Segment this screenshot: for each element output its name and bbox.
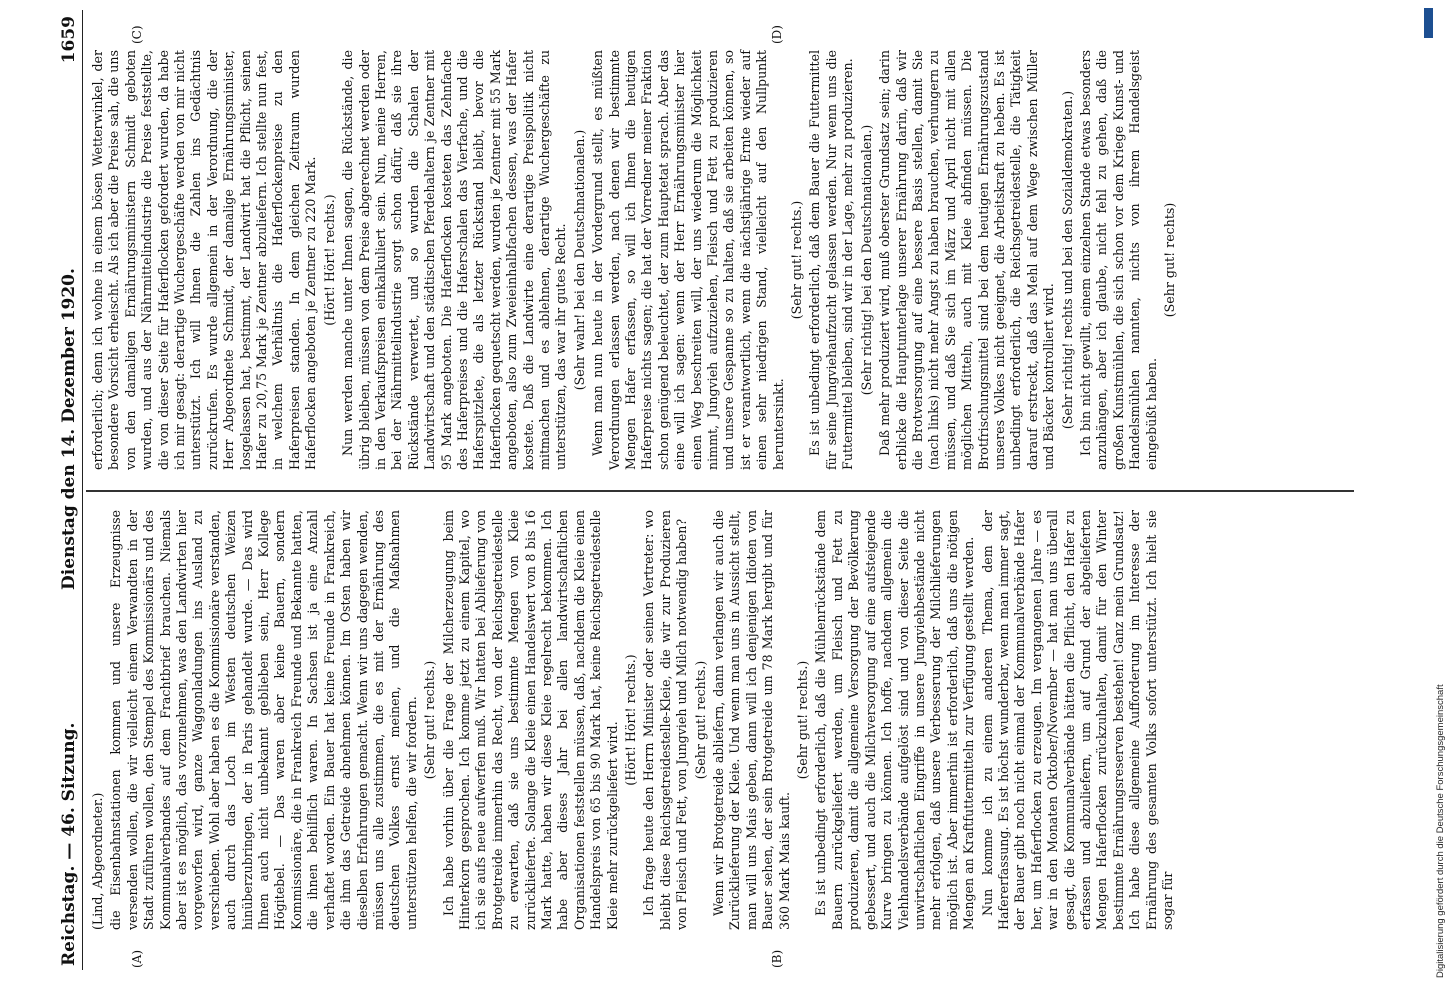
page-number: 1659 bbox=[59, 16, 79, 64]
paragraph: Es ist unbedingt erforderlich, daß die Mühlenrückstände dem Bauern zurückgeliefert werden, um Fleisch und Fett zu produzieren, damit die allgemeine Versorgung der Bevölkerung gebessert, und auch die Milchversorgung auf eine aufsteigende Kurve bringen zu können. Ich hoffe, nachdem allgemein die Viehhandelsverbände aufgelöst sind und von dieser Seite die unwirtschaftlichen Eingriffe in unsere Jungviehbestände nicht mehr erfolgen, daß unsere Verbesserung der Milchlieferungen möglich ist. Aber immerhin ist erforderlich, daß uns die nötigen Mengen an Kraftfuttermitteln zur Verfügung gestellt werden. bbox=[813, 510, 977, 930]
dfg-logo-text: DFG bbox=[1433, 21, 1440, 36]
page-header bbox=[56, 10, 83, 970]
interjection: (Sehr richtig! bei den Deutschnationalen.) bbox=[858, 124, 874, 396]
paragraph: Es ist unbedingt erforderlich, daß dem Bauer die Futtermittel für seine Jungviehaufzucht gelassen werden. Nur wenn uns die Futtermittel bleiben, sind wir in der Lage, mehr zu produzieren. bbox=[807, 50, 856, 470]
paragraph: Ich bin nicht gewillt, einem einzelnen Stande etwas besonders anzuhängen, aber ich glaube, nicht fehl zu gehen, daß die großen Kunstmühlen, die sich schon vor dem Kriege Kunst- und Handelsmühlen nannten, nichts von ihrem Handelsgeist eingebüßt haben. bbox=[1077, 50, 1159, 470]
margin-marker-c: (C) bbox=[130, 25, 144, 44]
paragraph: Nun komme ich zu einem anderen Thema, dem der Hafererfassung. Es ist höchst wunderbar, wenn man immer sagt, der Bauer gibt noch nicht einmal der Kommunalverbände Hafer her, um Haferflocken zu erzeugen. Im vergangenen Jahre — es war in den Monaten Oktober/November — hat man uns überall gesagt, die Kommunalverbände hätten die Pflicht, den Hafer zu erfassen und abzuliefern, um auf Grund der abgelieferten Mengen Haferflocken zurückzuhalten, damit für den Winter bestimmte Ernährungsreserven bestehen! Ganz mein Grundsatz! Ich habe diese allgemeine Aufforderung im Interesse der Ernährung des gesamten Volks sofort unterstützt. Ich hielt sie sogar für bbox=[979, 510, 1175, 930]
left-column bbox=[90, 510, 1350, 930]
margin-marker-a: (A) bbox=[130, 949, 144, 968]
interjection: (Sehr richtig! rechts und bei den Sozialdemokraten.) bbox=[1059, 90, 1075, 430]
interjection: (Hört! Hört! rechts.) bbox=[321, 194, 337, 326]
margin-marker-b: (B) bbox=[770, 949, 784, 968]
paragraph: Daß mehr produziert wird, muß oberster Grundsatz sein; darin erblicke die Hauptunterlage unserer Ernährung darin, daß wir die Brotversorgung auf eine bessere Basis stellen, damit Sie (nach links) nicht mehr Angst zu haben brauchen, verhungern zu müssen, und daß Sie sich im März und April nicht mit allen möglichen Mitteln, auch mit Kleie abfinden müssen. Die Brotfrischungsmittel sind bei dem heutigen Ernährungszustand unseres Volkes nicht geeignet, die Arbeitskraft zu heben. Es ist unbedingt erforderlich, die Reichsgetreidestelle, die Tätigkeit darauf erstreckt, daß das Mehl auf dem Wege zwischen Müller und Bäcker kontrolliert wird. bbox=[877, 50, 1057, 470]
speaker-tag: (Lind, Abgeordneter.) bbox=[90, 792, 105, 930]
header-left: Reichstag. — 46. Sitzung. bbox=[59, 722, 79, 966]
dfg-logo bbox=[1424, 8, 1440, 38]
interjection: (Sehr wahr! bei den Deutschnationalen.) bbox=[571, 129, 587, 391]
right-column bbox=[90, 50, 1350, 470]
interjection: (Hört! Hört! rechts.) bbox=[623, 654, 638, 786]
paragraph: die Eisenbahnstationen kommen und unsere Erzeugnisse versenden wollen, die wir vielleicht einem Verwandten in der Stadt zuführen wollen, den Stempel des Kommissionärs und des Kommunalverbandes auf dem Frachtbrief brauchen. Niemals aber ist es möglich, das vorzunehmen, was den Landwirten hier vorgeworfen wird, ganze Waggonladungen ins Ausland zu verschieben. Wohl aber haben es die Kommissionäre verstanden, auch durch das Loch im Westen deutschen Weizen hinüberzubringen, der in Paris gehandelt wurde. — Das wird Ihnen auch nicht unbekannt geblieben sein, Herr Kollege Högitebel. — Das waren aber keine Bauern, sondern Kommissionäre, die in Frankreich Freunde und Bekannte hatten, die ihnen behilflich waren. In Sachsen ist ja eine Anzahl verhaftet worden. Ein Bauer hat keine Freunde in Frankreich, die ihm das Getreide abnehmen können. Im Osten haben wir dieselben Erfahrungen gemacht. Wenn wir uns dagegen wenden, müssen uns alle zustimmen, die es mit der Ernährung des deutschen Volkes ernst meinen, und die Maßnahmen unterstützen helfen, die wir fordern. bbox=[108, 510, 419, 930]
margin-marker-d: (D) bbox=[770, 25, 784, 44]
interjection: (Sehr gut! rechts) bbox=[1162, 202, 1177, 318]
interjection: (Sehr gut! rechts.) bbox=[789, 200, 805, 320]
paragraph: Ich frage heute den Herrn Minister oder seinen Vertreter: wo bleibt diese Reichsgetreidestelle-Kleie, die wir zur Produzieren von Fleisch und Fett, von Jungvieh und Milch notwendig haben? bbox=[641, 510, 690, 930]
credit-text: Digitalisierung gefördert durch die Deutsche Forschungsgemeinschaft bbox=[1435, 684, 1446, 978]
paragraph: Nun werden manche unter Ihnen sagen, die Rückstände, die übrig bleiben, müssen von dem Preise abgerechnet werden oder in den Verkaufspreisen einkalkuliert sein. Nun, meine Herren, bei der Nährmittelindustrie sorgt schon dafür, daß sie ihre Rückstände verwertet, und so wurden die Schalen der Landwirtschaft und den städtischen Pferdehaltern je Zentner mit 95 Mark angeboten. Die Haferflocken kosteten das Zehnfache des Haferpreises und die Haferschalen das Vierfache, und die Haferspitzlete, die als letzter Rückstand bleibt, bevor die Haferflocken gequetscht werden, wurden je Zentner mit 55 Mark angeboten, also zum Zweieinhalbfachen dessen, was der Hafer kostete. Daß die Landwirte eine derartige Preispolitik nicht mitmachen und es ablehnen, derartige Wuchergeschäfte zu unterstützen, das war ihr gutes Recht. bbox=[340, 50, 569, 470]
paragraph: erforderlich; denn ich wohne in einem bösen Wetterwinkel, der besondere Vorsicht erheischt. Als ich aber die Preise sah, die uns von den damaligen Ernährungsministern Schmidt geboten wurden, und aus der Nährmittelindustrie die Preise feststellte, die von dieser Seite für Haferflocken gefordert wurden, da habe ich mir gesagt: derartige Wuchergeschäfte werden von mir nicht unterstützt. Ich will Ihnen die Zahlen ins Gedächtnis zurückrufen. Es wurde allgemein in der Verordnung, die der Herr Abgeordnete Schmidt, der damalige Ernährungsminister, losgelassen hat, bestimmt, der Landwirt hat die Pflicht, seinen Hafer zu 20,75 Mark je Zentner abzuliefern. Ich stellte nun fest, in welchem Verhältnis die Haferflockenpreise zu den Haferpreisen standen. In dem gleichen Zeitraum wurden Haferflocken angeboten je Zentner zu 220 Mark. bbox=[90, 50, 319, 470]
paragraph: Wenn man nun heute in der Vordergrund stellt, es müßten Verordnungen erlassen werden, nach denen wir bestimmte Mengen Hafer erfassen, so will ich Ihnen die heutigen Haferpreise nichts sagen; die hat der Vorredner meiner Fraktion schon genügend beleuchtet, der zum Hauptetat sprach. Aber das eine will ich sagen: wenn der Herr Ernährungsminister hier einen Weg beschreiten will, der uns wiederum die Möglichkeit nimmt, Jungvieh aufzuziehen, Fleisch und Fett zu produzieren und unsere Gespanne so zu halten, daß sie arbeiten können, so ist er verantwortlich, wenn die nächstjährige Ernte wieder auf einen sehr niedrigen Stand, vielleicht auf den Nullpunkt heruntersinkt. bbox=[590, 50, 786, 470]
interjection: (Sehr gut! rechts.) bbox=[692, 660, 708, 780]
interjection: (Sehr gut! rechts.) bbox=[795, 660, 811, 780]
paragraph: Wenn wir Brotgetreide abliefern, dann verlangen wir auch die Zurücklieferung der Kleie. Und wenn man uns in Aussicht stellt, man will uns Mais geben, dann will ich denjenigen Idioten von Bauer sehen, der sein Brotgetreide um 78 Mark hergibt und für 360 Mark Mais kauft. bbox=[711, 510, 792, 930]
interjection: (Sehr gut! rechts.) bbox=[422, 660, 438, 780]
header-date: Dienstag den 14. Dezember 1920. bbox=[59, 268, 79, 590]
rotated-page bbox=[50, 10, 1360, 970]
column-divider bbox=[86, 491, 1354, 493]
paragraph: Ich habe vorhin über die Frage der Milcherzeugung beim Hinterkorn gesprochen. Ich komme jetzt zu einem Kapitel, wo ich sie aufs neue aufwerfen muß. Wir hatten bei Ablieferung von Brotgetreide immerhin das Recht, von der Reichsgetreidestelle zu erwarten, daß sie uns bestimmte Mengen von Kleie zurücklieferte. Solange die Kleie einen Handelswert von 8 bis 16 Mark hatte, haben wir diese Kleie regelrecht bekommen. Ich habe aber dieses Jahr bei allen landwirtschaftlichen Organisationen feststellen müssen, daß, nachdem die Kleie einen Handelspreis von 65 bis 90 Mark hat, keine Reichsgetreidestelle Kleie mehr zurückgeliefert wird. bbox=[440, 510, 620, 930]
